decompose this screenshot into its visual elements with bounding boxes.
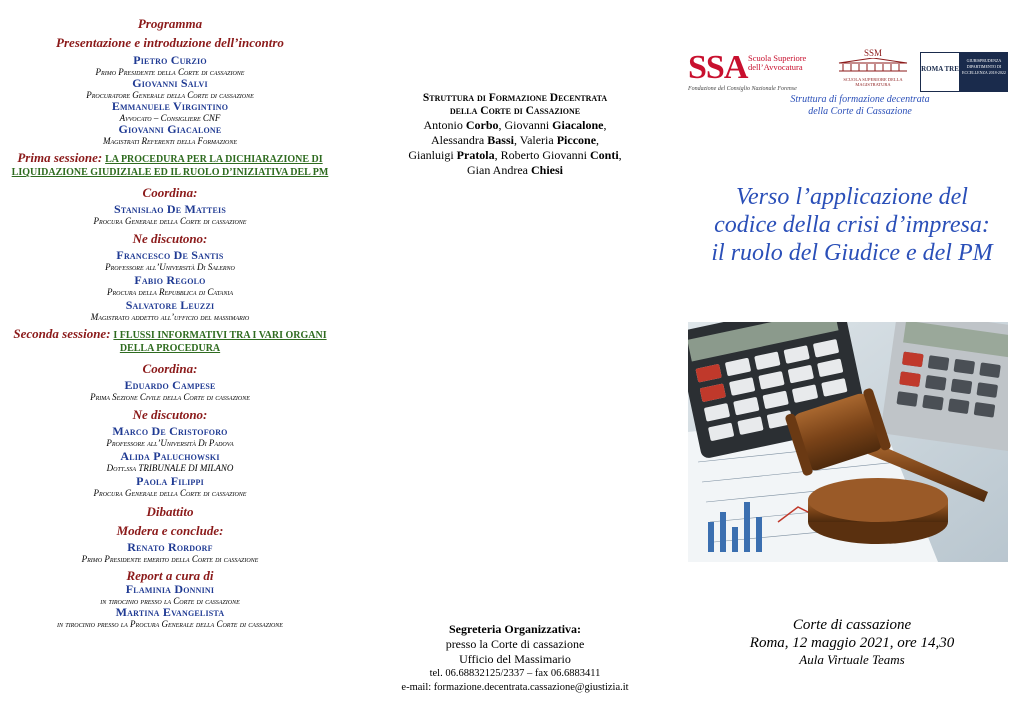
event-title: il ruolo del Giudice e del PM [711, 240, 993, 266]
programme-heading: Programma [137, 16, 203, 31]
coordina-heading: Coordina: [142, 185, 198, 200]
secretariat-location: presso la Corte di cassazione [445, 637, 585, 651]
event-venue: Corte di cassazione [792, 617, 912, 633]
middle-column [355, 0, 675, 724]
discutono-heading: Ne discutono: [132, 407, 208, 422]
first-session [0, 152, 340, 179]
speaker-name: Stanislao De Matteis [114, 202, 226, 216]
speaker-name: Giovanni Salvi [132, 76, 208, 90]
speaker-name: Giovanni Giacalone [118, 122, 222, 136]
speaker-name: Emmanuele Virgintino [111, 99, 229, 113]
speaker-name: Flaminia Donnini [125, 582, 215, 596]
speaker-name: Paola Filippi [136, 474, 204, 488]
speaker-role: in tirocinio presso la Procura Generale della Corte di cassazione [57, 619, 283, 629]
speaker-name: Marco De Cristoforo [112, 424, 228, 438]
second-session [0, 328, 340, 355]
secretariat-heading: Segreteria Organizzativa: [448, 622, 582, 636]
ssa-logo: SSA Scuola Superiore dell’Avvocatura Fondazione del Consiglio Nazionale Forense [688, 49, 807, 92]
report-heading: Report a cura di [126, 568, 214, 583]
speaker-role: Procura Generale della Corte di cassazione [93, 216, 247, 226]
members-line: Alessandra Bassi, Valeria Piccone, [430, 133, 600, 147]
structure-subtitle: della Corte di Cassazione [449, 105, 581, 117]
first-session-label: Prima sessione: [17, 150, 103, 165]
speaker-name: Pietro Curzio [133, 53, 207, 67]
ssm-logo: SSM SCUOLA SUPERIORE DELLA MAGISTRATURA [830, 48, 916, 84]
members-line: Gian Andrea Chiesi [467, 163, 563, 177]
second-session-label: Seconda sessione: [13, 326, 111, 341]
speaker-role: Magistrato addetto all’ufficio del massimario [90, 312, 250, 322]
second-session-title: I FLUSSI INFORMATIVI TRA I VARI ORGANI DELLA PROCEDURA [113, 330, 327, 354]
structure-title: Struttura di Formazione Decentrata [422, 92, 608, 104]
event-date: Roma, 12 maggio 2021, ore 14,30 [749, 635, 955, 651]
event-title: Verso l’applicazione del [736, 184, 968, 210]
building-icon [835, 58, 911, 72]
speaker-name: Alida Paluchowski [120, 449, 220, 463]
speaker-name: Fabio Regolo [134, 273, 206, 287]
coordina-heading: Coordina: [142, 361, 198, 376]
speaker-role: Prima Sezione Civile della Corte di cassazione [90, 392, 250, 402]
event-title: codice della crisi d’impresa: [714, 212, 990, 238]
speaker-role: Procura Generale della Corte di cassazione [93, 488, 247, 498]
intro-speakers [0, 54, 340, 146]
speaker-name: Renato Rordorf [127, 540, 213, 554]
contact-phone: tel. 06.68832125/2337 – fax 06.6883411 [429, 668, 601, 679]
roma-tre-logo: ROMA TRE GIURISPRUDENZA DIPARTIMENTO DI ECCELLENZA 2018-2022 [920, 52, 1008, 92]
first-session-title: LA PROCEDURA PER LA DICHIARAZIONE DI LIQUIDAZIONE GIUDIZIALE ED IL RUOLO D’INIZIATIVA DEL PM [11, 154, 329, 178]
event-room: Aula Virtuale Teams [799, 652, 905, 667]
members-line: Gianluigi Pratola, Roberto Giovanni Conti, [408, 148, 622, 162]
speaker-role: in tirocinio presso la Corte di cassazione [100, 596, 240, 606]
structure-caption: della Corte di Cassazione [808, 106, 912, 117]
discutono-heading: Ne discutono: [132, 231, 208, 246]
members-line: Antonio Corbo, Giovanni Giacalone, [423, 118, 607, 132]
speaker-name: Francesco De Santis [116, 248, 224, 262]
secretariat-office: Ufficio del Massimario [459, 652, 571, 666]
speaker-name: Salvatore Leuzzi [125, 298, 215, 312]
dibattito-heading: Dibattito [146, 504, 194, 519]
contact-email[interactable]: e-mail: formazione.decentrata.cassazione@giustizia.it [401, 682, 629, 693]
structure-caption: Struttura di formazione decentrata [790, 94, 930, 105]
speaker-role: Dott.ssa TRIBUNALE DI MILANO [106, 463, 234, 473]
speaker-role: Professore all’Università Di Padova [106, 438, 234, 448]
gavel-calculator-illustration [688, 322, 1008, 562]
programme-column [0, 0, 340, 724]
speaker-role: Primo Presidente della Corte di cassazione [95, 67, 245, 77]
modera-heading: Modera e conclude: [116, 523, 224, 538]
cover-column [680, 0, 1024, 724]
speaker-role: Professore all’Università Di Salerno [105, 262, 235, 272]
speaker-role: Procura della Repubblica di Catania [107, 287, 233, 297]
speaker-name: Eduardo Campese [124, 378, 216, 392]
speaker-role: Primo Presidente emerito della Corte di cassazione [81, 554, 259, 564]
presentation-heading: Presentazione e introduzione dell’incontro [56, 35, 284, 50]
speaker-role: Avvocato – Consigliere CNF [119, 113, 221, 123]
speaker-name: Martina Evangelista [115, 605, 225, 619]
speaker-role: Procuratore Generale della Corte di cassazione [86, 90, 254, 100]
speaker-role: Magistrati Referenti della Formazione [102, 136, 237, 146]
